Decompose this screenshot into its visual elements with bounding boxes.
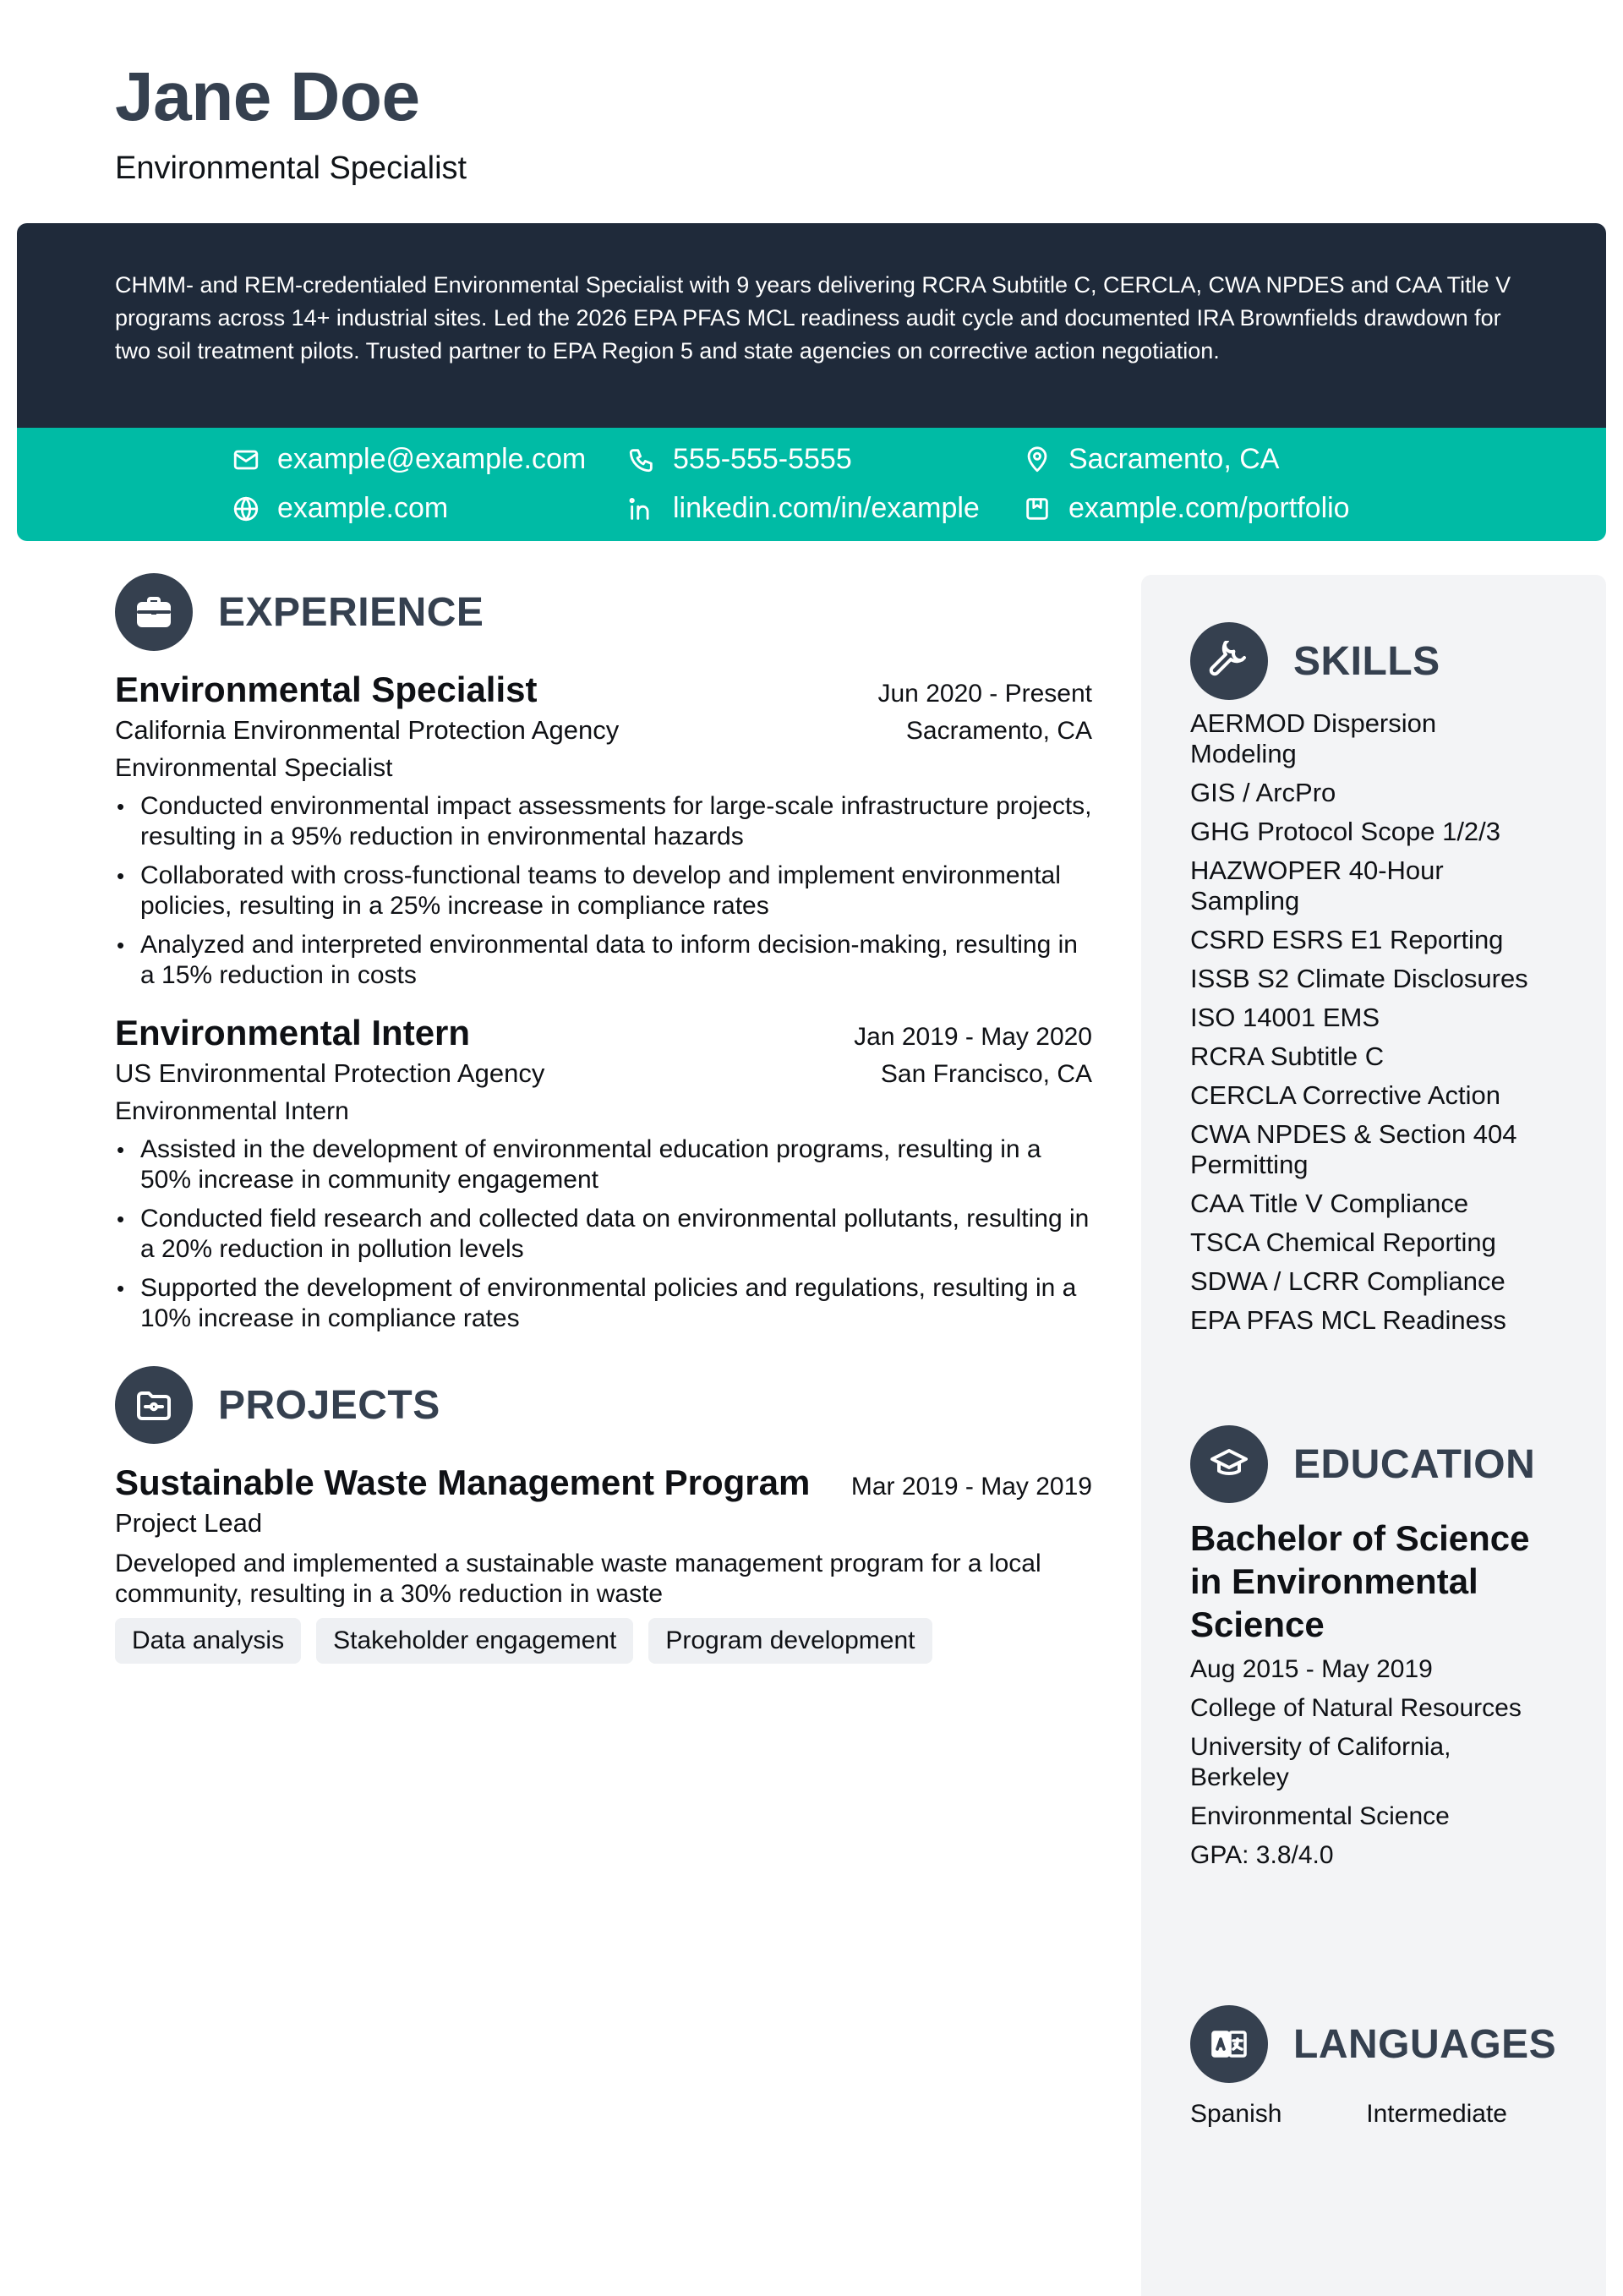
job-company: US Environmental Protection Agency [115, 1058, 545, 1088]
education-section [1190, 1424, 1545, 1871]
education-degree: Bachelor of Science in Environmental Science [1190, 1518, 1530, 1644]
job-bullet: • Conducted field research and collected data on environmental pollutants, resulting in a 20% reduction in pollution levels [115, 1204, 1092, 1265]
skill-item: GHG Protocol Scope 1/2/3 [1190, 817, 1501, 846]
job-bullet: • Conducted environmental impact assessments for large-scale infrastructure projects, resulting in a 95% reduction in environmental hazards [115, 791, 1092, 852]
contact-portfolio[interactable] [1023, 492, 1350, 525]
skill-item: CSRD ESRS E1 Reporting [1190, 925, 1504, 954]
languages-heading: LANGUAGES [1293, 2021, 1557, 2067]
map-pin-icon [1023, 446, 1052, 474]
project-tags [115, 1618, 1092, 1664]
skills-section [1190, 620, 1545, 1344]
language-name: Spanish [1190, 2100, 1282, 2128]
briefcase-icon [134, 592, 174, 632]
contact-linkedin-text: linkedin.com/in/example [673, 492, 980, 524]
envelope-icon [232, 446, 260, 474]
candidate-name: Jane Doe [115, 58, 420, 135]
languages-section [1190, 2004, 1557, 2129]
skills-icon-badge [1190, 622, 1268, 700]
contact-linkedin[interactable] [627, 492, 980, 525]
project-title: Sustainable Waste Management Program [115, 1462, 811, 1502]
skill-item: AERMOD Dispersion Modeling [1190, 708, 1437, 768]
skill-item: CWA NPDES & Section 404 Permitting [1190, 1119, 1517, 1179]
education-dates: Aug 2015 - May 2019 [1190, 1655, 1433, 1683]
skill-item: EPA PFAS MCL Readiness [1190, 1305, 1506, 1335]
job-bullet: • Collaborated with cross-functional teams to develop and implement environmental policies, resulting in a 25% increase in compliance rates [115, 861, 1092, 921]
contact-email-text: example@example.com [277, 443, 587, 475]
languages-icon-badge [1190, 2005, 1268, 2083]
project-dates: Mar 2019 - May 2019 [850, 1473, 1092, 1501]
education-gpa: GPA: 3.8/4.0 [1190, 1841, 1334, 1869]
skill-item: CAA Title V Compliance [1190, 1189, 1469, 1218]
project-description: Developed and implemented a sustainable waste management program for a local community, resulting in a 30% reduction in waste [115, 1550, 1041, 1608]
education-header [1190, 1424, 1545, 1505]
contact-portfolio-text: example.com/portfolio [1068, 492, 1350, 524]
contact-location [1023, 443, 1279, 476]
globe-icon [232, 495, 260, 523]
job-entry [115, 1013, 1092, 1334]
education-university: University of California, Berkeley [1190, 1733, 1451, 1791]
project-entry [115, 1462, 1092, 1664]
job-bullet: • Assisted in the development of environmental education programs, resulting in a 50% increase in community engagement [115, 1134, 1092, 1195]
job-bullets [115, 791, 1092, 991]
education-field: Environmental Science [1190, 1802, 1450, 1830]
education-heading: EDUCATION [1293, 1441, 1536, 1487]
job-title: Environmental Specialist [115, 670, 538, 709]
folder-icon [134, 1385, 174, 1425]
job-role: Environmental Specialist [115, 754, 393, 782]
bookmark-icon [1023, 495, 1052, 523]
skill-item: CERCLA Corrective Action [1190, 1080, 1500, 1110]
job-dates: Jan 2019 - May 2020 [854, 1023, 1092, 1051]
experience-header [115, 571, 1092, 653]
skills-header [1190, 620, 1545, 702]
job-role: Environmental Intern [115, 1097, 349, 1125]
language-row [1190, 2100, 1507, 2129]
wrench-icon [1209, 641, 1249, 681]
job-bullets [115, 1134, 1092, 1334]
skill-item: RCRA Subtitle C [1190, 1041, 1385, 1071]
projects-header [115, 1364, 1092, 1446]
project-tag: Program development [648, 1618, 932, 1664]
experience-icon-badge [115, 573, 193, 651]
experience-heading: EXPERIENCE [218, 589, 484, 635]
job-company: California Environmental Protection Agency [115, 715, 620, 745]
contact-website[interactable] [232, 492, 448, 525]
contact-website-text: example.com [277, 492, 449, 524]
sidebar [1141, 575, 1606, 2296]
contact-email[interactable] [232, 443, 586, 476]
skills-list [1190, 708, 1545, 1336]
candidate-title: Environmental Specialist [115, 150, 467, 186]
skill-item: HAZWOPER 40-Hour Sampling [1190, 856, 1444, 916]
skills-heading: SKILLS [1293, 638, 1440, 684]
job-location: San Francisco, CA [880, 1060, 1092, 1088]
skill-item: ISO 14001 EMS [1190, 1003, 1380, 1032]
linkedin-icon [627, 495, 656, 523]
contact-phone-text: 555-555-5555 [673, 443, 852, 475]
summary-text: CHMM- and REM-credentialed Environmental Specialist with 9 years delivering RCRA Subtitle C, CERCLA, CWA NPDES and CAA Title V programs across 14+ industrial sites. Led the 2026 EPA PFAS MCL readiness audit cycle and documented IRA Brownfields drawdown for two soil treatment pilots. Trusted partner to EPA Region 5 and state agencies on corrective action negotiation. [115, 272, 1511, 364]
skill-item: TSCA Chemical Reporting [1190, 1227, 1496, 1257]
project-role: Project Lead [115, 1508, 263, 1538]
skill-item: GIS / ArcPro [1190, 778, 1336, 807]
graduation-cap-icon [1209, 1444, 1249, 1484]
phone-icon [627, 446, 656, 474]
projects-heading: PROJECTS [218, 1382, 440, 1428]
education-icon-badge [1190, 1425, 1268, 1503]
job-bullet: • Supported the development of environmental policies and regulations, resulting in a 10% increase in compliance rates [115, 1273, 1092, 1334]
job-dates: Jun 2020 - Present [877, 680, 1092, 708]
project-tag: Data analysis [115, 1618, 301, 1664]
contact-location-text: Sacramento, CA [1068, 443, 1280, 475]
translate-icon [1209, 2024, 1249, 2064]
main-column [115, 571, 1092, 1664]
contact-phone[interactable] [627, 443, 852, 476]
contact-bar [17, 428, 1606, 541]
job-bullet: • Analyzed and interpreted environmental data to inform decision-making, resulting in a 15% reduction in costs [115, 930, 1092, 991]
summary-section [17, 223, 1606, 428]
job-title: Environmental Intern [115, 1013, 471, 1052]
language-level: Intermediate [1366, 2100, 1507, 2128]
job-entry [115, 670, 1092, 991]
projects-icon-badge [115, 1366, 193, 1444]
project-tag: Stakeholder engagement [316, 1618, 633, 1664]
languages-header [1190, 2004, 1557, 2085]
skill-item: ISSB S2 Climate Disclosures [1190, 964, 1528, 993]
education-college: College of Natural Resources [1190, 1694, 1522, 1722]
skill-item: SDWA / LCRR Compliance [1190, 1266, 1506, 1296]
job-location: Sacramento, CA [905, 717, 1092, 745]
